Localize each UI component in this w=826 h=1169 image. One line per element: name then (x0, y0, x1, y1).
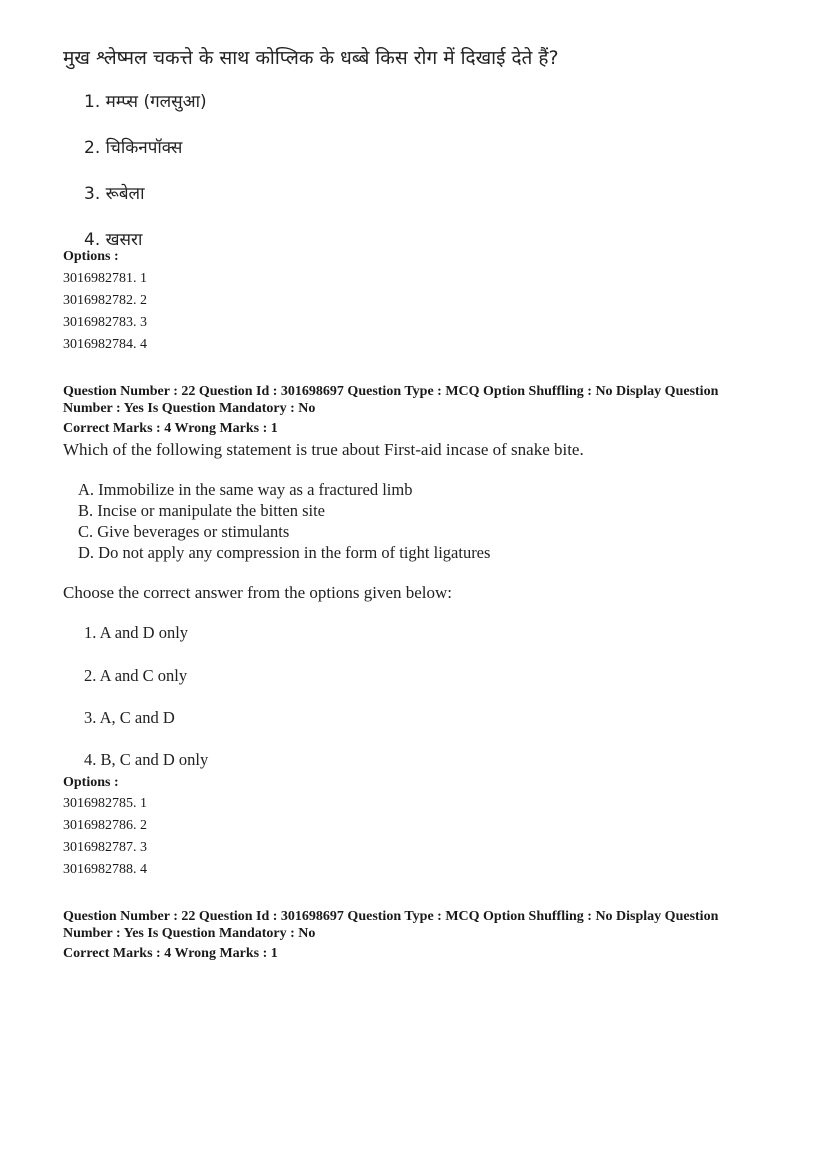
option-id-3: 3016982783. 3 (63, 315, 147, 330)
statement-a: A. Immobilize in the same way as a fractured limb (78, 480, 413, 499)
choice-4: 4. खसरा (84, 230, 143, 250)
next-question-marks: Correct Marks : 4 Wrong Marks : 1 (63, 946, 278, 961)
question-text-hindi: मुख श्लेष्मल चकत्ते के साथ कोप्लिक के धब्बे किस रोग में दिखाई देते हैं? (63, 47, 559, 69)
statement-b: B. Incise or manipulate the bitten site (78, 501, 325, 520)
question-text: Which of the following statement is true about First-aid incase of snake bite. (63, 440, 584, 459)
next-question-meta-line2: Number : Yes Is Question Mandatory : No (63, 926, 316, 941)
option-id-2: 3016982782. 2 (63, 293, 147, 308)
options-label: Options : (63, 775, 119, 790)
statement-c: C. Give beverages or stimulants (78, 522, 290, 541)
options-label: Options : (63, 249, 119, 264)
question-meta-line1: Question Number : 22 Question Id : 301698697 Question Type : MCQ Option Shuffling : No Display Question (63, 384, 719, 399)
choice-3: 3. A, C and D (84, 708, 175, 727)
option-id-3: 3016982787. 3 (63, 840, 147, 855)
question-marks: Correct Marks : 4 Wrong Marks : 1 (63, 421, 278, 436)
option-id-2: 3016982786. 2 (63, 818, 147, 833)
next-question-meta-line1: Question Number : 22 Question Id : 301698697 Question Type : MCQ Option Shuffling : No Display Question (63, 909, 719, 924)
choice-1: 1. मम्प्स (गलसुआ) (84, 92, 207, 112)
choice-2: 2. A and C only (84, 666, 188, 685)
option-id-1: 3016982785. 1 (63, 796, 147, 811)
option-id-4: 3016982784. 4 (63, 337, 147, 352)
option-id-1: 3016982781. 1 (63, 271, 147, 286)
instruction-text: Choose the correct answer from the options given below: (63, 583, 453, 602)
choice-1: 1. A and D only (84, 623, 189, 642)
choice-2: 2. चिकिनपॉक्स (84, 138, 183, 158)
statement-d: D. Do not apply any compression in the form of tight ligatures (78, 543, 491, 562)
choice-4: 4. B, C and D only (84, 750, 209, 769)
choice-3: 3. रूबेला (84, 184, 145, 204)
option-id-4: 3016982788. 4 (63, 862, 147, 877)
question-meta-line2: Number : Yes Is Question Mandatory : No (63, 401, 316, 416)
